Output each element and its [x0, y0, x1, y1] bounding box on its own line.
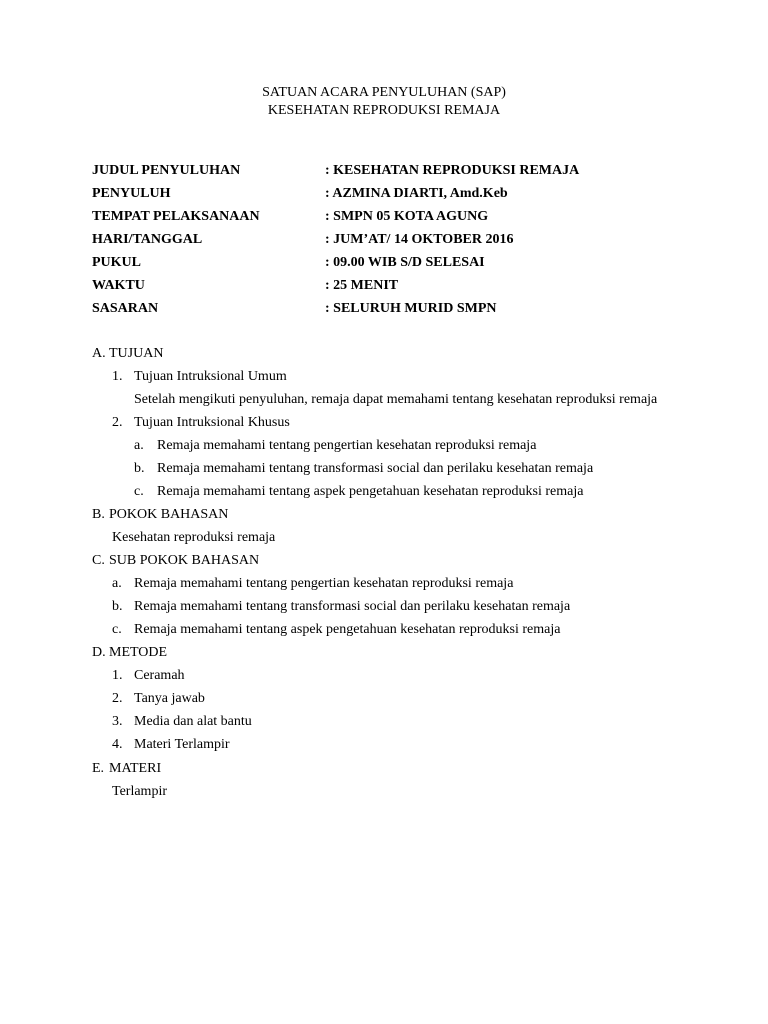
- list-marker: a.: [112, 576, 122, 591]
- list-marker: 2.: [112, 691, 123, 706]
- list-text: Remaja memahami tentang aspek pengetahuan kesehatan reproduksi remaja: [134, 622, 561, 637]
- list-marker: b.: [134, 461, 145, 476]
- document-subtitle: KESEHATAN REPRODUKSI REMAJA: [267, 103, 501, 118]
- info-label: JUDUL PENYULUHAN: [92, 163, 241, 178]
- info-label: HARI/TANGGAL: [92, 232, 203, 247]
- list-text: Remaja memahami tentang pengertian kesehatan reproduksi remaja: [157, 438, 537, 453]
- info-label: PUKUL: [92, 255, 141, 270]
- section-marker: A.: [92, 346, 106, 361]
- paragraph: Setelah mengikuti penyuluhan, remaja dapat memahami tentang kesehatan reproduksi remaja: [134, 392, 658, 407]
- info-value: : JUM’AT/ 14 OKTOBER 2016: [325, 232, 514, 247]
- list-marker: b.: [112, 599, 123, 614]
- document-title: SATUAN ACARA PENYULUHAN (SAP): [262, 85, 506, 100]
- list-marker: 1.: [112, 369, 123, 384]
- list-text: Tujuan Intruksional Khusus: [134, 415, 290, 430]
- section-title: SUB POKOK BAHASAN: [109, 553, 260, 568]
- section-marker: D.: [92, 645, 106, 660]
- list-text: Media dan alat bantu: [134, 714, 252, 729]
- list-text: Remaja memahami tentang pengertian kesehatan reproduksi remaja: [134, 576, 514, 591]
- section-title: POKOK BAHASAN: [109, 507, 229, 522]
- list-text: Remaja memahami tentang transformasi social dan perilaku kesehatan remaja: [134, 599, 571, 614]
- list-marker: 4.: [112, 737, 123, 752]
- info-value: : 09.00 WIB S/D SELESAI: [325, 255, 485, 270]
- info-row: [92, 253, 732, 273]
- section-marker: B.: [92, 507, 105, 522]
- list-text: Remaja memahami tentang aspek pengetahuan kesehatan reproduksi remaja: [157, 484, 584, 499]
- list-marker: 2.: [112, 415, 123, 430]
- info-row: [92, 207, 732, 227]
- info-row: [92, 276, 732, 296]
- section-marker: E.: [92, 761, 105, 776]
- list-text: Tanya jawab: [134, 691, 205, 706]
- info-value: : SELURUH MURID SMPN: [325, 301, 497, 316]
- list-marker: c.: [112, 622, 122, 637]
- section-title: MATERI: [109, 761, 162, 776]
- info-label: TEMPAT PELAKSANAAN: [92, 209, 260, 224]
- list-marker: 1.: [112, 668, 123, 683]
- info-row: [92, 299, 732, 319]
- list-marker: c.: [134, 484, 144, 499]
- list-text: Tujuan Intruksional Umum: [134, 369, 287, 384]
- list-marker: 3.: [112, 714, 123, 729]
- list-text: Materi Terlampir: [134, 737, 230, 752]
- info-value: : AZMINA DIARTI, Amd.Keb: [325, 186, 508, 201]
- section-title: METODE: [109, 645, 168, 660]
- info-value: : 25 MENIT: [325, 278, 399, 293]
- list-text: Remaja memahami tentang transformasi social dan perilaku kesehatan remaja: [157, 461, 594, 476]
- info-label: WAKTU: [92, 278, 145, 293]
- paragraph: Kesehatan reproduksi remaja: [112, 530, 276, 545]
- section-marker: C.: [92, 553, 105, 568]
- paragraph: Terlampir: [112, 784, 167, 799]
- info-label: SASARAN: [92, 301, 159, 316]
- info-value: : KESEHATAN REPRODUKSI REMAJA: [325, 163, 580, 178]
- list-text: Ceramah: [134, 668, 185, 683]
- section-title: TUJUAN: [109, 346, 164, 361]
- list-marker: a.: [134, 438, 144, 453]
- info-row: [92, 230, 732, 250]
- info-row: [92, 184, 732, 204]
- info-row: [92, 161, 732, 181]
- info-label: PENYULUH: [92, 186, 171, 201]
- info-value: : SMPN 05 KOTA AGUNG: [325, 209, 489, 224]
